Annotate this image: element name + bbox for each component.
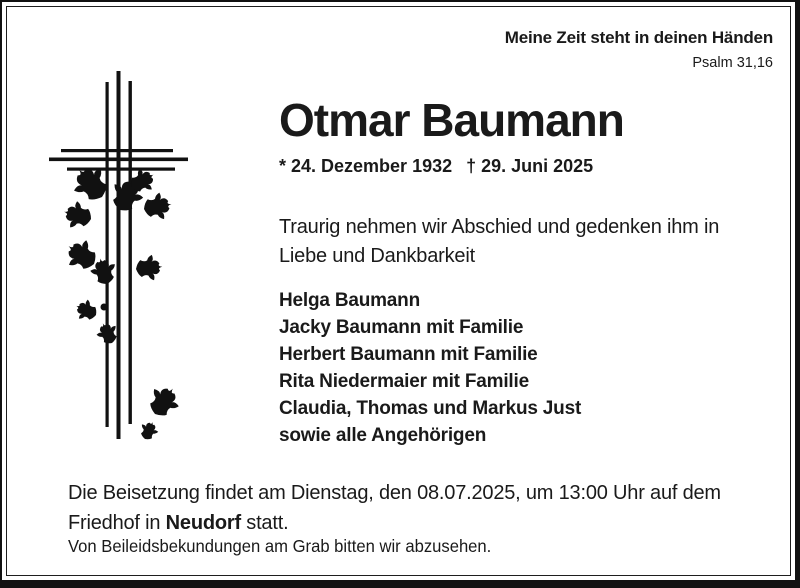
life-dates	[279, 156, 751, 177]
condolence-note: Von Beileidsbekundungen am Grab bitten wir abzusehen.	[68, 536, 492, 556]
cross-with-ivy-icon	[44, 67, 194, 457]
deceased-name: Otmar Baumann	[279, 94, 624, 146]
main-notice-block	[279, 94, 751, 449]
funeral-text: Die Beisetzung findet am Dienstag, den 08.07.2025, um 13:00 Uhr auf dem Friedhof in	[68, 482, 721, 534]
funeral-location: Neudorf	[165, 512, 241, 534]
announcement-text: Traurig nehmen wir Abschied und gedenken ihm in Liebe und Dankbarkeit	[279, 216, 720, 267]
funeral-text-end: statt.	[240, 512, 289, 534]
obituary-inner-border	[6, 6, 791, 576]
mourner-line: Claudia, Thomas und Markus Just	[279, 398, 582, 419]
death-date: † 29. Juni 2025	[466, 156, 594, 176]
quote-block	[505, 28, 773, 71]
quote-text: Meine Zeit steht in deinen Händen	[504, 28, 773, 47]
birth-date: * 24. Dezember 1932	[279, 156, 453, 176]
mourner-line: Helga Baumann	[279, 290, 420, 311]
quote-source: Psalm 31,16	[692, 55, 773, 71]
funeral-info	[68, 478, 750, 538]
mourner-line: sowie alle Angehörigen	[279, 425, 487, 446]
mourner-line: Rita Niedermaier mit Familie	[279, 371, 529, 392]
mourners-list	[279, 287, 751, 449]
mourner-line: Herbert Baumann mit Familie	[279, 344, 538, 365]
mourner-line: Jacky Baumann mit Familie	[279, 317, 524, 338]
